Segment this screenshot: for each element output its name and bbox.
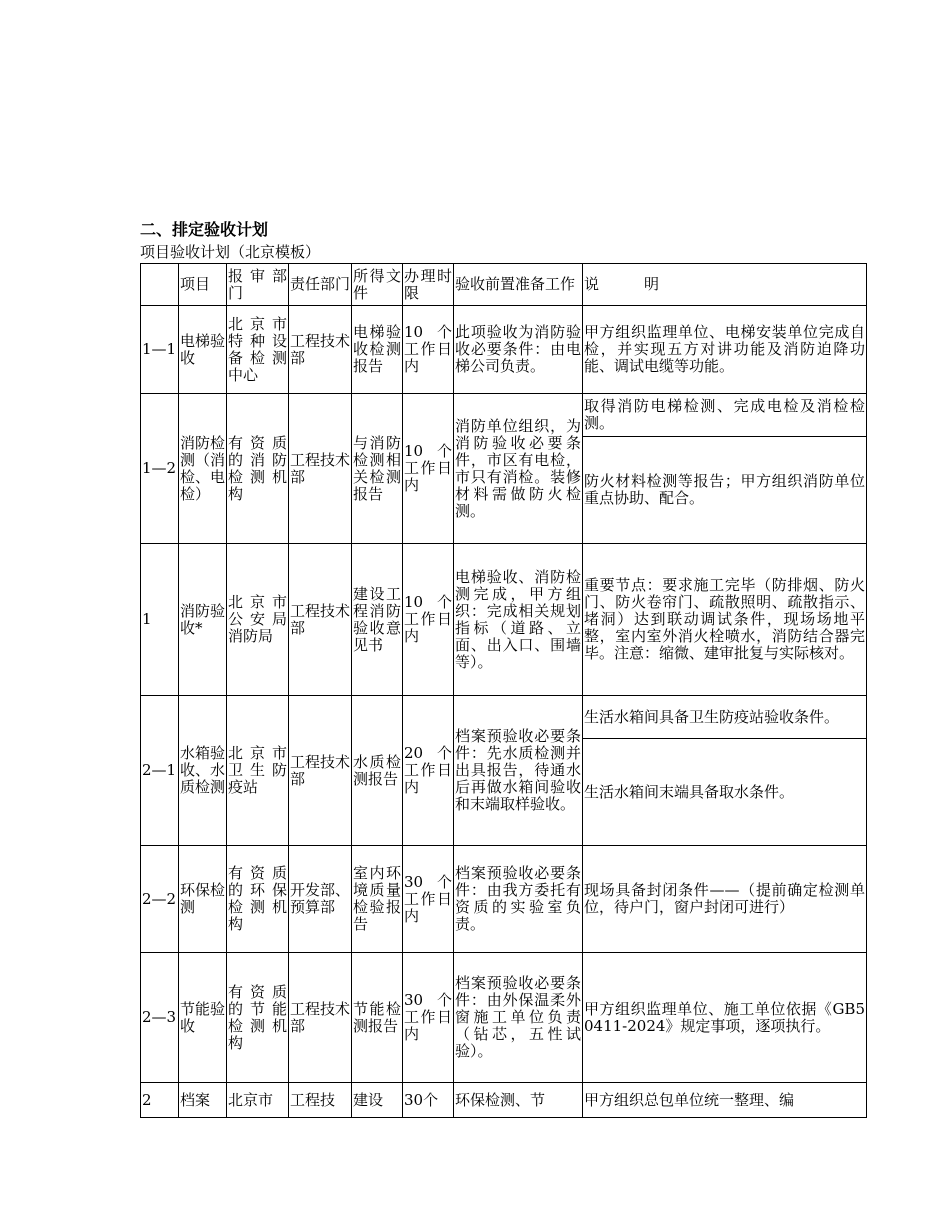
row-authority: 有资质的消防检测机构: [227, 394, 289, 544]
row-notes: 重要节点：要求施工完毕（防排烟、防火门、防火卷帘门、疏散照明、疏散指示、堵洞）达到联动调试条件，现场场地平整，室内室外消火栓喷水，消防结合器完毕。注意：缩微、建审批复与实际核对。: [583, 544, 867, 696]
row-limit: 30个工作日内: [403, 953, 454, 1083]
row-notes: 生活水箱间具备卫生防疫站验收条件。: [583, 696, 867, 739]
row-number: 1—1: [141, 306, 179, 394]
row-number: 1: [141, 544, 179, 696]
row-prep: 环保检测、节: [454, 1083, 583, 1118]
row-limit: 20个工作日内: [403, 696, 454, 846]
row-dept: 工程技术部: [289, 696, 352, 846]
row-dept: 工程技术部: [289, 394, 352, 544]
row-docs: 电梯验收检测报告: [352, 306, 403, 394]
row-limit: 10个工作日内: [403, 544, 454, 696]
table-row: [141, 544, 867, 696]
row-docs: 建设: [352, 1083, 403, 1118]
row-number: 1—2: [141, 394, 179, 544]
row-limit: 30个工作日内: [403, 846, 454, 953]
table-row: [141, 846, 867, 953]
row-authority: 北京市: [227, 1083, 289, 1118]
row-item: 环保检测: [179, 846, 227, 953]
row-prep: 档案预验收必要条件：先水质检测并出具报告，待通水后再做水箱间验收和末端取样验收。: [454, 696, 583, 846]
table-caption: 项目验收计划（北京模板）: [140, 243, 321, 261]
row-item: 档案: [179, 1083, 227, 1118]
row-number: 2—2: [141, 846, 179, 953]
row-authority: 北京市特种设备检测中心: [227, 306, 289, 394]
row-prep: 电梯验收、消防检测完成，甲方组织：完成相关规划指标（道路、立面、出入口、围墙等）。: [454, 544, 583, 696]
row-docs: 水质检测报告: [352, 696, 403, 846]
row-authority: 北京市卫生防疫站: [227, 696, 289, 846]
header-cell-no: [141, 264, 179, 306]
row-item: 消防检测（消检、电检）: [179, 394, 227, 544]
row-prep: 消防单位组织，为消防验收必要条件，市区有电检，市只有消检。装修材料需做防火检测。: [454, 394, 583, 544]
header-cell-authority: 报审部门: [227, 264, 289, 306]
row-item: 节能验收: [179, 953, 227, 1083]
table-row: [141, 696, 867, 739]
section-heading: 二、排定验收计划: [140, 220, 269, 239]
row-notes: 现场具备封闭条件——（提前确定检测单位，待户门，窗户封闭可进行）: [583, 846, 867, 953]
row-dept: 开发部、预算部: [289, 846, 352, 953]
row-dept: 工程技术部: [289, 953, 352, 1083]
table-row: [141, 306, 867, 394]
row-item: 消防验收*: [179, 544, 227, 696]
table-row: [141, 953, 867, 1083]
row-docs: 室内环境质量检验报告: [352, 846, 403, 953]
header-cell-item: 项目: [179, 264, 227, 306]
row-limit: 30个: [403, 1083, 454, 1118]
row-notes: 甲方组织监理单位、施工单位依据《GB50411-2024》规定事项，逐项执行。: [583, 953, 867, 1083]
header-cell-limit: 办理时限: [403, 264, 454, 306]
header-cell-prep: 验收前置准备工作: [454, 264, 583, 306]
row-docs: 节能检测报告: [352, 953, 403, 1083]
row-prep: 档案预验收必要条件：由我方委托有资质的实验室负责。: [454, 846, 583, 953]
row-notes: 甲方组织监理单位、电梯安装单位完成自检，并实现五方对讲功能及消防迫降功能、调试电缆等功能。: [583, 306, 867, 394]
row-item: 水箱验收、水质检测: [179, 696, 227, 846]
table-row: [141, 394, 867, 437]
acceptance-plan-table: [140, 263, 867, 1118]
table-header-row: [141, 264, 867, 306]
table-row: [141, 1083, 867, 1118]
row-authority: 有资质的节能检测机构: [227, 953, 289, 1083]
row-limit: 10个工作日内: [403, 394, 454, 544]
row-notes: 取得消防电梯检测、完成电检及消检检测。: [583, 394, 867, 437]
row-authority: 北京市公安局消防局: [227, 544, 289, 696]
row-docs: 与消防检测相关检测报告: [352, 394, 403, 544]
row-prep: 档案预验收必要条件：由外保温柔外窗施工单位负责（钻芯，五性试验）。: [454, 953, 583, 1083]
row-notes: 甲方组织总包单位统一整理、编: [583, 1083, 867, 1118]
row-item: 电梯验收: [179, 306, 227, 394]
row-number: 2: [141, 1083, 179, 1118]
header-cell-notes: 说 明: [583, 264, 867, 306]
row-prep: 此项验收为消防验收必要条件：由电梯公司负责。: [454, 306, 583, 394]
row-dept: 工程技术部: [289, 544, 352, 696]
row-limit: 10个工作日内: [403, 306, 454, 394]
row-docs: 建设工程消防验收意见书: [352, 544, 403, 696]
row-notes: 防火材料检测等报告；甲方组织消防单位重点协助、配合。: [583, 437, 867, 544]
row-notes: 生活水箱间末端具备取水条件。: [583, 739, 867, 846]
header-cell-dept: 责任部门: [289, 264, 352, 306]
row-authority: 有资质的环保检测机构: [227, 846, 289, 953]
row-dept: 工程技术部: [289, 306, 352, 394]
row-number: 2—1: [141, 696, 179, 846]
row-dept: 工程技: [289, 1083, 352, 1118]
header-cell-docs: 所得文件: [352, 264, 403, 306]
row-number: 2—3: [141, 953, 179, 1083]
